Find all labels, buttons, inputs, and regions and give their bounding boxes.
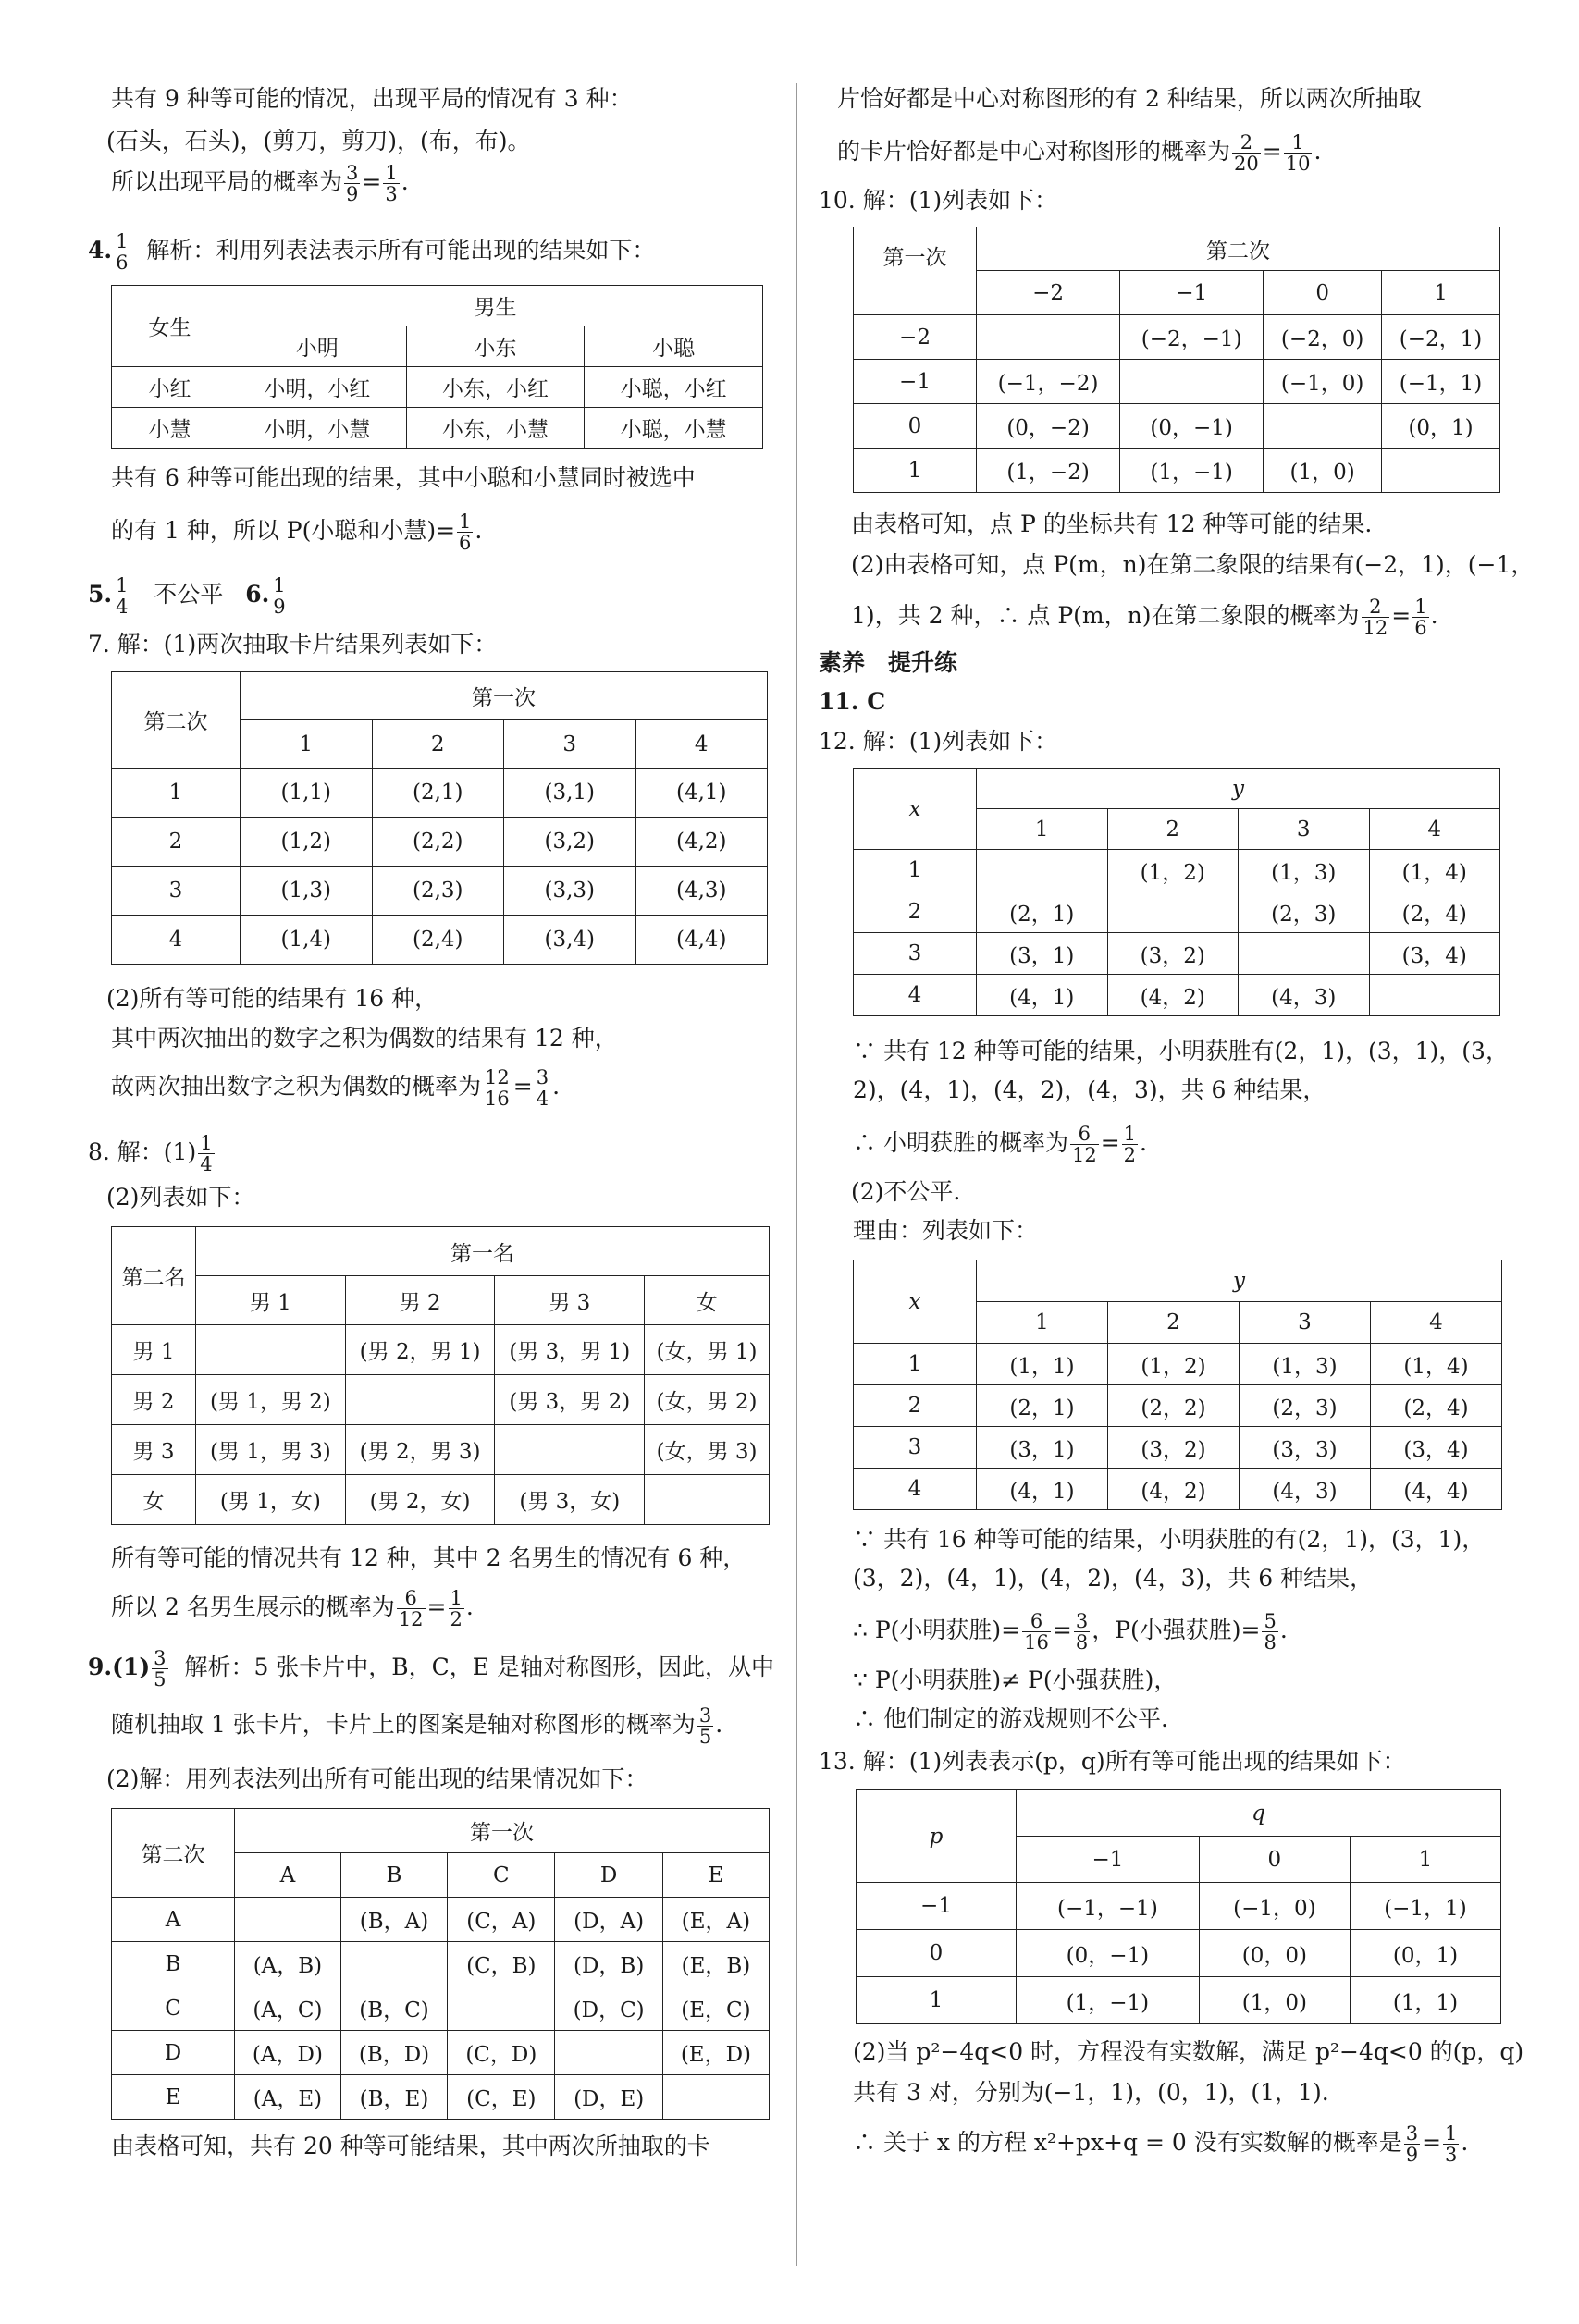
q10-table	[853, 227, 1500, 493]
table-cell: (4，2)	[1108, 1469, 1240, 1510]
table-cell: (2,2)	[372, 818, 504, 867]
table-cell: 1	[857, 1977, 1017, 2024]
table-cell: 小慧	[112, 408, 228, 449]
q13-table	[856, 1789, 1501, 2024]
table-cell: (C，A)	[448, 1898, 555, 1942]
table-cell: −1	[1120, 271, 1264, 315]
table-cell: 4	[635, 720, 768, 769]
table-cell: 4	[112, 916, 241, 965]
table-cell: 小聪	[585, 326, 763, 367]
fraction: $\frac{1}{3}$	[385, 162, 398, 205]
table-cell: (−1，1)	[1382, 360, 1500, 404]
table-cell: p	[857, 1790, 1017, 1883]
fraction: $\frac{1}{9}$	[273, 574, 286, 618]
q9-heading: 9.(1) $\frac{3}{5}$ 解析：5 张卡片中，B，C，E 是轴对称图形，因此，从中	[88, 1647, 774, 1691]
table-cell: (−2，−1)	[1120, 315, 1264, 360]
table-cell	[1369, 975, 1500, 1016]
table-cell	[448, 1986, 555, 2031]
text-line: 理由：列表如下：	[853, 1217, 1039, 1244]
table-cell: (女，男 1)	[645, 1325, 770, 1375]
table-cell: (E，C)	[662, 1986, 769, 2031]
text-line: 共有 3 对，分别为(−1，1)，(0，1)，(1，1).	[853, 2079, 1329, 2106]
table-cell: D	[112, 2031, 235, 2075]
text-line: 共有 6 种等可能出现的结果，其中小聪和小慧同时被选中	[111, 464, 696, 491]
fraction: $\frac{1}{2}$	[1123, 1123, 1137, 1166]
table-cell: (−1，−2)	[977, 360, 1120, 404]
table-cell: 2	[854, 891, 977, 933]
table-cell: 1	[241, 720, 373, 769]
table-cell: (B，E)	[340, 2075, 447, 2120]
table-cell: 4	[1369, 809, 1500, 850]
table-cell: (1,4)	[241, 916, 373, 965]
table-cell: (4,3)	[635, 867, 768, 916]
text-line: 随机抽取 1 张卡片，卡片上的图案是轴对称图形的概率为 $\frac{3}{5}$ .	[111, 1704, 723, 1748]
table-cell: (3,2)	[504, 818, 636, 867]
table-cell	[977, 850, 1108, 891]
fraction: $\frac{6}{12}$	[398, 1587, 424, 1630]
fraction: $\frac{6}{16}$	[1024, 1610, 1049, 1654]
table-cell: −1	[857, 1883, 1017, 1930]
table-cell: 3	[1240, 1302, 1371, 1344]
table-cell: (C，B)	[448, 1942, 555, 1986]
table-cell: 3	[854, 1427, 977, 1469]
table-cell: 0	[1199, 1837, 1350, 1883]
table-cell: 小东，小慧	[406, 408, 585, 449]
table-cell: 2	[1108, 1302, 1240, 1344]
text-line: (2)当 p²−4q<0 时，方程没有实数解，满足 p²−4q<0 的(p，q)	[853, 2038, 1524, 2065]
fraction: $\frac{3}{9}$	[346, 162, 359, 205]
table-cell: (0，−1)	[1120, 404, 1264, 449]
table-cell: (−1，0)	[1199, 1883, 1350, 1930]
table-cell: (B，D)	[340, 2031, 447, 2075]
table-cell	[555, 2031, 662, 2075]
table-cell: 4	[854, 975, 977, 1016]
table-cell: 男 1	[112, 1325, 196, 1375]
fraction: $\frac{1}{6}$	[1414, 596, 1427, 639]
section-heading: 素养 提升练	[819, 649, 958, 676]
table-cell: E	[112, 2075, 235, 2120]
fraction: $\frac{3}{5}$	[698, 1704, 712, 1748]
fraction: $\frac{3}{5}$	[154, 1647, 167, 1691]
q8-heading: 8. 解：(1) $\frac{1}{4}$	[88, 1132, 213, 1175]
table-cell: −2	[977, 271, 1120, 315]
table-cell: (3,1)	[504, 769, 636, 818]
table-cell: (A，C)	[235, 1986, 341, 2031]
table-cell: 小明	[228, 326, 407, 367]
table-cell: (3，4)	[1371, 1427, 1502, 1469]
table-cell: (1,1)	[241, 769, 373, 818]
table-cell: (1，−2)	[977, 449, 1120, 493]
table-cell: 3	[504, 720, 636, 769]
text-line: 由表格可知，共有 20 种等可能结果，其中两次所抽取的卡	[111, 2133, 710, 2159]
fraction: $\frac{12}{16}$	[485, 1066, 510, 1110]
table-cell: 3	[1239, 809, 1370, 850]
table-cell: (3,3)	[504, 867, 636, 916]
fraction: $\frac{1}{6}$	[459, 510, 472, 554]
table-cell: B	[340, 1853, 447, 1898]
fraction: $\frac{1}{4}$	[200, 1132, 213, 1175]
table-cell: (−2，1)	[1382, 315, 1500, 360]
table-cell: (E，B)	[662, 1942, 769, 1986]
table-cell: (D，C)	[555, 1986, 662, 2031]
text-line: ∴ 小明获胜的概率为 $\frac{6}{12}$ = $\frac{1}{2}$ .	[853, 1123, 1147, 1166]
q13-heading: 13. 解：(1)列表表示(p，q)所有等可能出现的结果如下：	[819, 1748, 1406, 1775]
table-cell: (男 3，女)	[495, 1475, 645, 1525]
table-cell: (2，2)	[1108, 1385, 1240, 1427]
table-cell: (男 1，男 2)	[196, 1375, 346, 1425]
table-cell: 男 3	[495, 1276, 645, 1325]
table-cell: 男生	[228, 286, 763, 326]
table-cell: 小聪，小红	[585, 367, 763, 408]
table-cell	[1107, 891, 1239, 933]
table-cell: (女，男 2)	[645, 1375, 770, 1425]
fraction: $\frac{1}{6}$	[116, 230, 129, 274]
table-cell: (1，−1)	[1120, 449, 1264, 493]
fraction: $\frac{3}{4}$	[536, 1066, 549, 1110]
table-cell: 0	[854, 404, 977, 449]
table-cell: (4，3)	[1239, 975, 1370, 1016]
table-cell: (1，4)	[1371, 1344, 1502, 1385]
table-cell: 1	[854, 449, 977, 493]
table-cell: 4	[854, 1469, 977, 1510]
text-line: ∴ 他们制定的游戏规则不公平.	[853, 1705, 1168, 1732]
q12-heading: 12. 解：(1)列表如下：	[819, 728, 1058, 755]
table-cell: (4,4)	[635, 916, 768, 965]
table-cell: 第一次	[854, 227, 977, 315]
table-cell: 1	[854, 1344, 977, 1385]
q4-table	[111, 285, 763, 449]
table-cell: (1，3)	[1240, 1344, 1371, 1385]
table-cell	[662, 2075, 769, 2120]
table-cell: (1，2)	[1108, 1344, 1240, 1385]
table-cell: (4，3)	[1240, 1469, 1371, 1510]
table-cell: y	[977, 1260, 1502, 1302]
table-cell	[1239, 933, 1370, 975]
table-cell: (男 2，男 3)	[345, 1425, 495, 1475]
table-cell: (−1，1)	[1350, 1883, 1500, 1930]
table-cell: (3，1)	[977, 933, 1108, 975]
table-cell: (1，4)	[1369, 850, 1500, 891]
table-cell: (1，−1)	[1017, 1977, 1200, 2024]
table-cell: (−1，−1)	[1017, 1883, 1200, 1930]
table-cell: 4	[1371, 1302, 1502, 1344]
table-cell: C	[112, 1986, 235, 2031]
fraction: $\frac{1}{3}$	[1445, 2122, 1458, 2166]
table-cell: 男 2	[345, 1276, 495, 1325]
table-cell: (−2，0)	[1264, 315, 1382, 360]
table-cell	[1120, 360, 1264, 404]
fraction: $\frac{6}{12}$	[1071, 1123, 1097, 1166]
fraction: $\frac{2}{20}$	[1234, 131, 1259, 175]
q4-answer: 4. $\frac{1}{6}$ 解析：利用列表法表示所有可能出现的结果如下：	[88, 230, 656, 274]
table-cell	[1264, 404, 1382, 449]
table-cell: (1,2)	[241, 818, 373, 867]
table-cell: −2	[854, 315, 977, 360]
table-cell: (4，2)	[1107, 975, 1239, 1016]
table-cell: A	[112, 1898, 235, 1942]
table-cell: (2,1)	[372, 769, 504, 818]
table-cell: (2，1)	[977, 1385, 1108, 1427]
table-cell: 小东，小红	[406, 367, 585, 408]
table-cell	[345, 1375, 495, 1425]
text-line: ∵ P(小明获胜)≠ P(小强获胜)，	[853, 1666, 1178, 1693]
table-cell: (3，3)	[1240, 1427, 1371, 1469]
table-cell: 女生	[112, 286, 228, 367]
table-cell: (男 3，男 2)	[495, 1375, 645, 1425]
table-cell: (男 1，男 3)	[196, 1425, 346, 1475]
text-line: 2)，(4，1)，(4，2)，(4，3)，共 6 种结果，	[853, 1076, 1326, 1103]
table-cell: 第二名	[112, 1227, 196, 1325]
q9-table	[111, 1808, 770, 2120]
fraction: $\frac{1}{10}$	[1285, 131, 1311, 175]
table-cell: (E，A)	[662, 1898, 769, 1942]
table-cell: (男 1，女)	[196, 1475, 346, 1525]
text-line: 所有等可能的情况共有 12 种，其中 2 名男生的情况有 6 种，	[111, 1544, 746, 1571]
q7-heading: 7. 解：(1)两次抽取卡片结果列表如下：	[88, 631, 498, 658]
text-line: 片恰好都是中心对称图形的有 2 种结果，所以两次所抽取	[837, 85, 1422, 112]
text-line: 所以出现平局的概率为 $\frac{3}{9}$ = $\frac{1}{3}$ .	[111, 162, 409, 205]
table-cell: (D，B)	[555, 1942, 662, 1986]
table-cell: (2,3)	[372, 867, 504, 916]
table-cell: (D，E)	[555, 2075, 662, 2120]
table-cell	[1382, 449, 1500, 493]
table-cell: 3	[854, 933, 977, 975]
q8-table	[111, 1226, 770, 1525]
table-cell: 第一名	[196, 1227, 770, 1276]
table-cell: 1	[1350, 1837, 1500, 1883]
fraction: $\frac{1}{2}$	[450, 1587, 463, 1630]
table-cell: 1	[854, 850, 977, 891]
text-line: 的卡片恰好都是中心对称图形的概率为 $\frac{2}{20}$ = $\frac{1}{10}$ .	[837, 131, 1322, 175]
table-cell: 第二次	[977, 227, 1500, 271]
table-cell: (3，2)	[1107, 933, 1239, 975]
table-cell: (1，1)	[1350, 1977, 1500, 2024]
table-cell: (2，4)	[1371, 1385, 1502, 1427]
table-cell: (B，C)	[340, 1986, 447, 2031]
table-cell	[340, 1942, 447, 1986]
table-cell: x	[854, 1260, 977, 1344]
table-cell: (2，1)	[977, 891, 1108, 933]
table-cell: 1	[1382, 271, 1500, 315]
column-divider	[796, 83, 797, 2266]
table-cell: (男 2，女)	[345, 1475, 495, 1525]
table-cell: 女	[645, 1276, 770, 1325]
q12-table-1	[853, 768, 1500, 1016]
table-cell: (4，4)	[1371, 1469, 1502, 1510]
table-cell: A	[235, 1853, 341, 1898]
table-cell	[645, 1475, 770, 1525]
table-cell: (2,4)	[372, 916, 504, 965]
table-cell: B	[112, 1942, 235, 1986]
table-cell: (0，−2)	[977, 404, 1120, 449]
fraction: $\frac{3}{8}$	[1075, 1610, 1089, 1654]
table-cell: 1	[977, 1302, 1108, 1344]
table-cell: (1，0)	[1199, 1977, 1350, 2024]
table-cell: (男 3，男 1)	[495, 1325, 645, 1375]
table-cell: (4，1)	[977, 975, 1108, 1016]
table-cell: (E，D)	[662, 2031, 769, 2075]
table-cell: (A，D)	[235, 2031, 341, 2075]
table-cell: (0，1)	[1382, 404, 1500, 449]
table-cell: x	[854, 769, 977, 850]
fraction: $\frac{1}{4}$	[116, 574, 129, 618]
text-line: (2)不公平.	[851, 1178, 961, 1205]
table-cell: (C，D)	[448, 2031, 555, 2075]
text-line: (2)列表如下：	[106, 1184, 255, 1211]
text-line: 故两次抽出数字之积为偶数的概率为 $\frac{12}{16}$ = $\frac{3}{4}$ .	[111, 1066, 561, 1110]
table-cell: 小明，小红	[228, 367, 407, 408]
text-line: ∵ 共有 12 种等可能的结果，小明获胜有(2，1)，(3，1)，(3，	[853, 1038, 1509, 1064]
table-cell: (3，4)	[1369, 933, 1500, 975]
table-cell: q	[1017, 1790, 1501, 1837]
table-cell: (A，E)	[235, 2075, 341, 2120]
table-cell: (2，3)	[1240, 1385, 1371, 1427]
table-cell: 男 3	[112, 1425, 196, 1475]
q10-heading: 10. 解：(1)列表如下：	[819, 187, 1058, 214]
table-cell: (1,3)	[241, 867, 373, 916]
table-cell: 小聪，小慧	[585, 408, 763, 449]
table-cell: (−1，0)	[1264, 360, 1382, 404]
table-cell: (3，2)	[1108, 1427, 1240, 1469]
table-cell: 3	[112, 867, 241, 916]
text-line: ∴ P(小明获胜)= $\frac{6}{16}$ = $\frac{3}{8}$ ，P(小强获胜)= $\frac{5}{8}$ .	[853, 1610, 1288, 1654]
text-line: ∵ 共有 16 种等可能的结果，小明获胜的有(2，1)，(3，1)，	[853, 1526, 1486, 1553]
table-cell: (A，B)	[235, 1942, 341, 1986]
q7-table	[111, 671, 768, 965]
table-cell: y	[977, 769, 1500, 809]
table-cell: (女，男 3)	[645, 1425, 770, 1475]
table-cell	[196, 1325, 346, 1375]
q5-q6-answer: 5. $\frac{1}{4}$ 不公平 6. $\frac{1}{9}$	[88, 574, 286, 618]
table-cell: (2，3)	[1239, 891, 1370, 933]
table-cell: 2	[1107, 809, 1239, 850]
table-cell: 第一次	[241, 672, 768, 720]
table-cell: (1，3)	[1239, 850, 1370, 891]
table-cell: 1	[112, 769, 241, 818]
table-cell: (B，A)	[340, 1898, 447, 1942]
table-cell: (4,2)	[635, 818, 768, 867]
text-line: 1)，共 2 种，∴ 点 P(m，n)在第二象限的概率为 $\frac{2}{12}$ = $\frac{1}{6}$ .	[851, 596, 1438, 639]
table-cell: (1，0)	[1264, 449, 1382, 493]
table-cell: 2	[854, 1385, 977, 1427]
table-cell: −1	[854, 360, 977, 404]
table-cell: (C，E)	[448, 2075, 555, 2120]
table-cell: (2，4)	[1369, 891, 1500, 933]
fraction: $\frac{3}{9}$	[1405, 2122, 1419, 2166]
table-cell: (0，1)	[1350, 1930, 1500, 1977]
table-cell: −1	[1017, 1837, 1200, 1883]
table-cell: D	[555, 1853, 662, 1898]
table-cell: 小红	[112, 367, 228, 408]
q11-answer: 11. C	[819, 688, 886, 715]
table-cell: (男 2，男 1)	[345, 1325, 495, 1375]
table-cell: (1，1)	[977, 1344, 1108, 1385]
table-cell	[495, 1425, 645, 1475]
text-line: 共有 9 种等可能的情况，出现平局的情况有 3 种：	[111, 85, 633, 112]
text-line: 所以 2 名男生展示的概率为 $\frac{6}{12}$ = $\frac{1}{2}$ .	[111, 1587, 474, 1630]
table-cell: 第一次	[235, 1809, 770, 1853]
table-cell: 小东	[406, 326, 585, 367]
table-cell: 0	[857, 1930, 1017, 1977]
text-line: (2)解：用列表法列出所有可能出现的结果情况如下：	[106, 1765, 648, 1792]
text-line: 其中两次抽出的数字之积为偶数的结果有 12 种，	[111, 1025, 618, 1051]
text-line: (2)由表格可知，点 P(m，n)在第二象限的结果有(−2，1)，(−1，	[851, 551, 1535, 578]
table-cell: (0，−1)	[1017, 1930, 1200, 1977]
text-line: ∴ 关于 x 的方程 x²+px+q = 0 没有实数解的概率是 $\frac{3}{9}$ = $\frac{1}{3}$ .	[853, 2122, 1469, 2166]
table-cell: (3，1)	[977, 1427, 1108, 1469]
fraction: $\frac{2}{12}$	[1363, 596, 1388, 639]
table-cell: (1，2)	[1107, 850, 1239, 891]
table-cell: 第二次	[112, 1809, 235, 1898]
table-cell: 男 2	[112, 1375, 196, 1425]
table-cell: 0	[1264, 271, 1382, 315]
table-cell: (D，A)	[555, 1898, 662, 1942]
table-cell: 小明，小慧	[228, 408, 407, 449]
table-cell: (4，1)	[977, 1469, 1108, 1510]
table-cell: 第二次	[112, 672, 241, 769]
table-cell: 男 1	[196, 1276, 346, 1325]
table-cell: E	[662, 1853, 769, 1898]
table-cell: 女	[112, 1475, 196, 1525]
table-cell: (4,1)	[635, 769, 768, 818]
table-cell: 1	[977, 809, 1108, 850]
text-line: 的有 1 种，所以 P(小聪和小慧)= $\frac{1}{6}$ .	[111, 510, 483, 554]
text-line: (3，2)，(4，1)，(4，2)，(4，3)，共 6 种结果，	[853, 1565, 1374, 1592]
table-cell	[977, 315, 1120, 360]
text-line: 由表格可知，点 P 的坐标共有 12 种等可能的结果.	[851, 510, 1373, 537]
table-cell: C	[448, 1853, 555, 1898]
text-line: (2)所有等可能的结果有 16 种，	[106, 985, 438, 1012]
table-cell: (3,4)	[504, 916, 636, 965]
table-cell: 2	[112, 818, 241, 867]
table-cell	[235, 1898, 341, 1942]
q12-table-2	[853, 1260, 1502, 1510]
text-line: (石头，石头)，(剪刀，剪刀)，(布，布)。	[106, 128, 531, 154]
table-cell: (0，0)	[1199, 1930, 1350, 1977]
table-cell: 2	[372, 720, 504, 769]
fraction: $\frac{5}{8}$	[1264, 1610, 1277, 1654]
